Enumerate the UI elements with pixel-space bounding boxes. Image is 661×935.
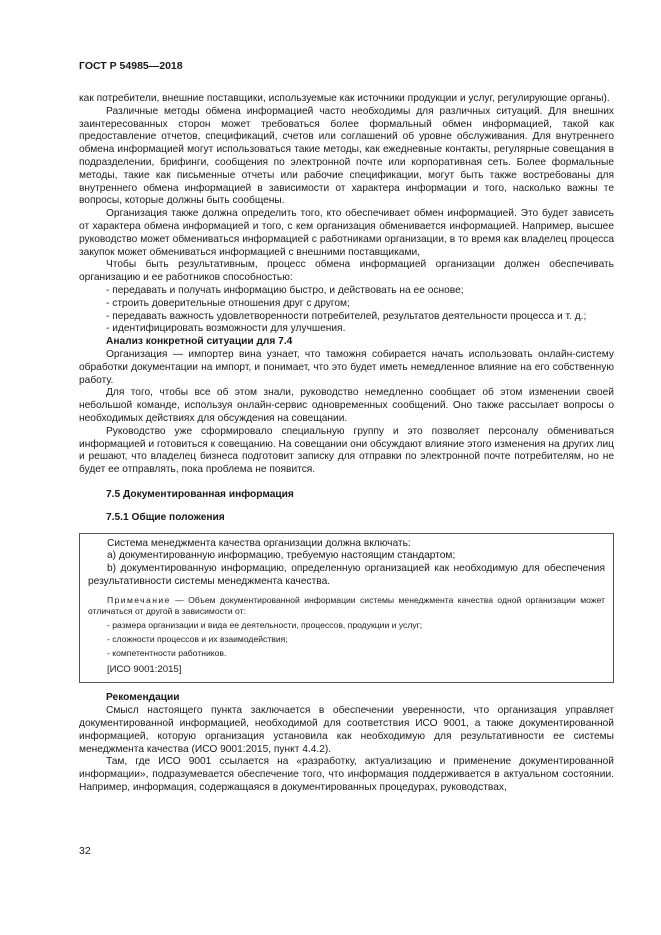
subsection-heading: 7.5.1 Общие положения bbox=[106, 511, 225, 523]
note-item: - сложности процессов и их взаимодействия; bbox=[107, 633, 288, 644]
list-item: - передавать важность удовлетворенности потребителей, результатов деятельности процесса и т. д.; bbox=[106, 310, 587, 322]
paragraph: Различные методы обмена информацией часто необходимы для различных ситуаций. Для внешних заинтересованных сторон может требоваться более формальный обмен информацией, такой как предоставление отчетов, спецификаций, счетов или соглашений об уровне обслуживания. Для внутреннего обмена информацией могут использоваться такие методы, как ежедневные контакты, регулярные совещания в подразделении, брифинги, сообщения по электронной почте или корпоративная сеть. Более формальные методы, такие как письменные отчеты или рабочие спецификации, могут быть также востребованы для внутреннего обмена информацией в зависимости от характера информации и того, насколько важны те вопросы, которые должны быть сообщены. bbox=[79, 105, 614, 207]
paragraph: Там, где ИСО 9001 ссылается на «разработку, актуализацию и применение документированной информации», подразумевается обеспечение того, что информация поддерживается в актуальном состоянии. Например, информация, содержащаяся в документированных процедурах, руководствах, bbox=[79, 756, 614, 794]
list-item: - идентифицировать возможности для улучшения. bbox=[106, 323, 346, 335]
page-content bbox=[79, 93, 614, 795]
standard-requirement-box bbox=[79, 533, 614, 684]
paragraph: Чтобы быть результативным, процесс обмена информацией организации должен обеспечивать организацию и ее работников способностью: bbox=[79, 259, 614, 284]
paragraph: как потребители, внешние поставщики, используемые как источники продукции и услуг, регулирующие органы). bbox=[79, 93, 610, 104]
paragraph: Организация также должна определить того, кто обеспечивает обмен информацией. Это будет зависеть от характера обмена информацией и того, с кем организация обменивается информацией. Например, высшее руководство может обмениваться информацией с работниками организации, в то время как владелец процесса закупок может обмениваться информацией с внешними поставщиками, bbox=[79, 208, 614, 258]
box-item-b: b) документированную информацию, определенную организацией как необходимую для обеспечения результативности системы менеджмента качества. bbox=[88, 563, 605, 587]
paragraph: Смысл настоящего пункта заключается в обеспечении уверенности, что организация управляет документированной информацией, необходимой для соответствия ИСО 9001, а также документированной информацией, которую организация установила как необходимую для результативности ее системы менеджмента качества (ИСО 9001:2015, пункт 4.4.2). bbox=[79, 705, 614, 755]
list-item: - строить доверительные отношения друг с другом; bbox=[106, 297, 350, 309]
box-note bbox=[88, 595, 605, 617]
paragraph: Организация — импортер вина узнает, что таможня собирается начать использовать онлайн-систему обработки документации на импорт, и понимает, что это будет иметь немедленное влияние на его собственную работу. bbox=[79, 348, 614, 386]
note-label: Примечание bbox=[107, 594, 171, 605]
case-study-heading: Анализ конкретной ситуации для 7.4 bbox=[106, 336, 293, 348]
box-intro: Система менеджмента качества организации должна включать: bbox=[107, 537, 411, 549]
section-heading: 7.5 Документированная информация bbox=[106, 488, 294, 500]
note-item: - компетентности работников. bbox=[107, 647, 227, 658]
paragraph: Руководство уже сформировало специальную группу и это позволяет персоналу обмениваться информацией и готовиться к совещанию. На совещании они обсуждают влияние этого изменения на других лиц и решают, что владелец бизнеса подготовит записку для отправки по электронной почте потребителям, но не будет ее отправлять, пока проблема не появится. bbox=[79, 425, 614, 476]
standard-header: ГОСТ Р 54985—2018 bbox=[79, 60, 183, 72]
note-item: - размера организации и вида ее деятельности, процессов, продукции и услуг; bbox=[107, 619, 423, 630]
page-number: 32 bbox=[79, 845, 91, 857]
recommendations-heading: Рекомендации bbox=[106, 692, 180, 704]
paragraph: Для того, чтобы все об этом знали, руководство немедленно сообщает об этом изменении своей небольшой команде, используя онлайн-сервис одновременных сообщений. Оно также рассылает вопросы о необходимых действиях для обсуждения на совещании. bbox=[79, 387, 614, 424]
iso-reference: [ИСО 9001:2015] bbox=[107, 663, 182, 675]
list-item: - передавать и получать информацию быстро, и действовать на ее основе; bbox=[106, 284, 464, 296]
box-item-a: a) документированную информацию, требуемую настоящим стандартом; bbox=[107, 550, 456, 562]
note-text: — Объем документированной информации системы менеджмента качества одной организации может отличаться от другой в зависимости от: bbox=[88, 594, 605, 616]
